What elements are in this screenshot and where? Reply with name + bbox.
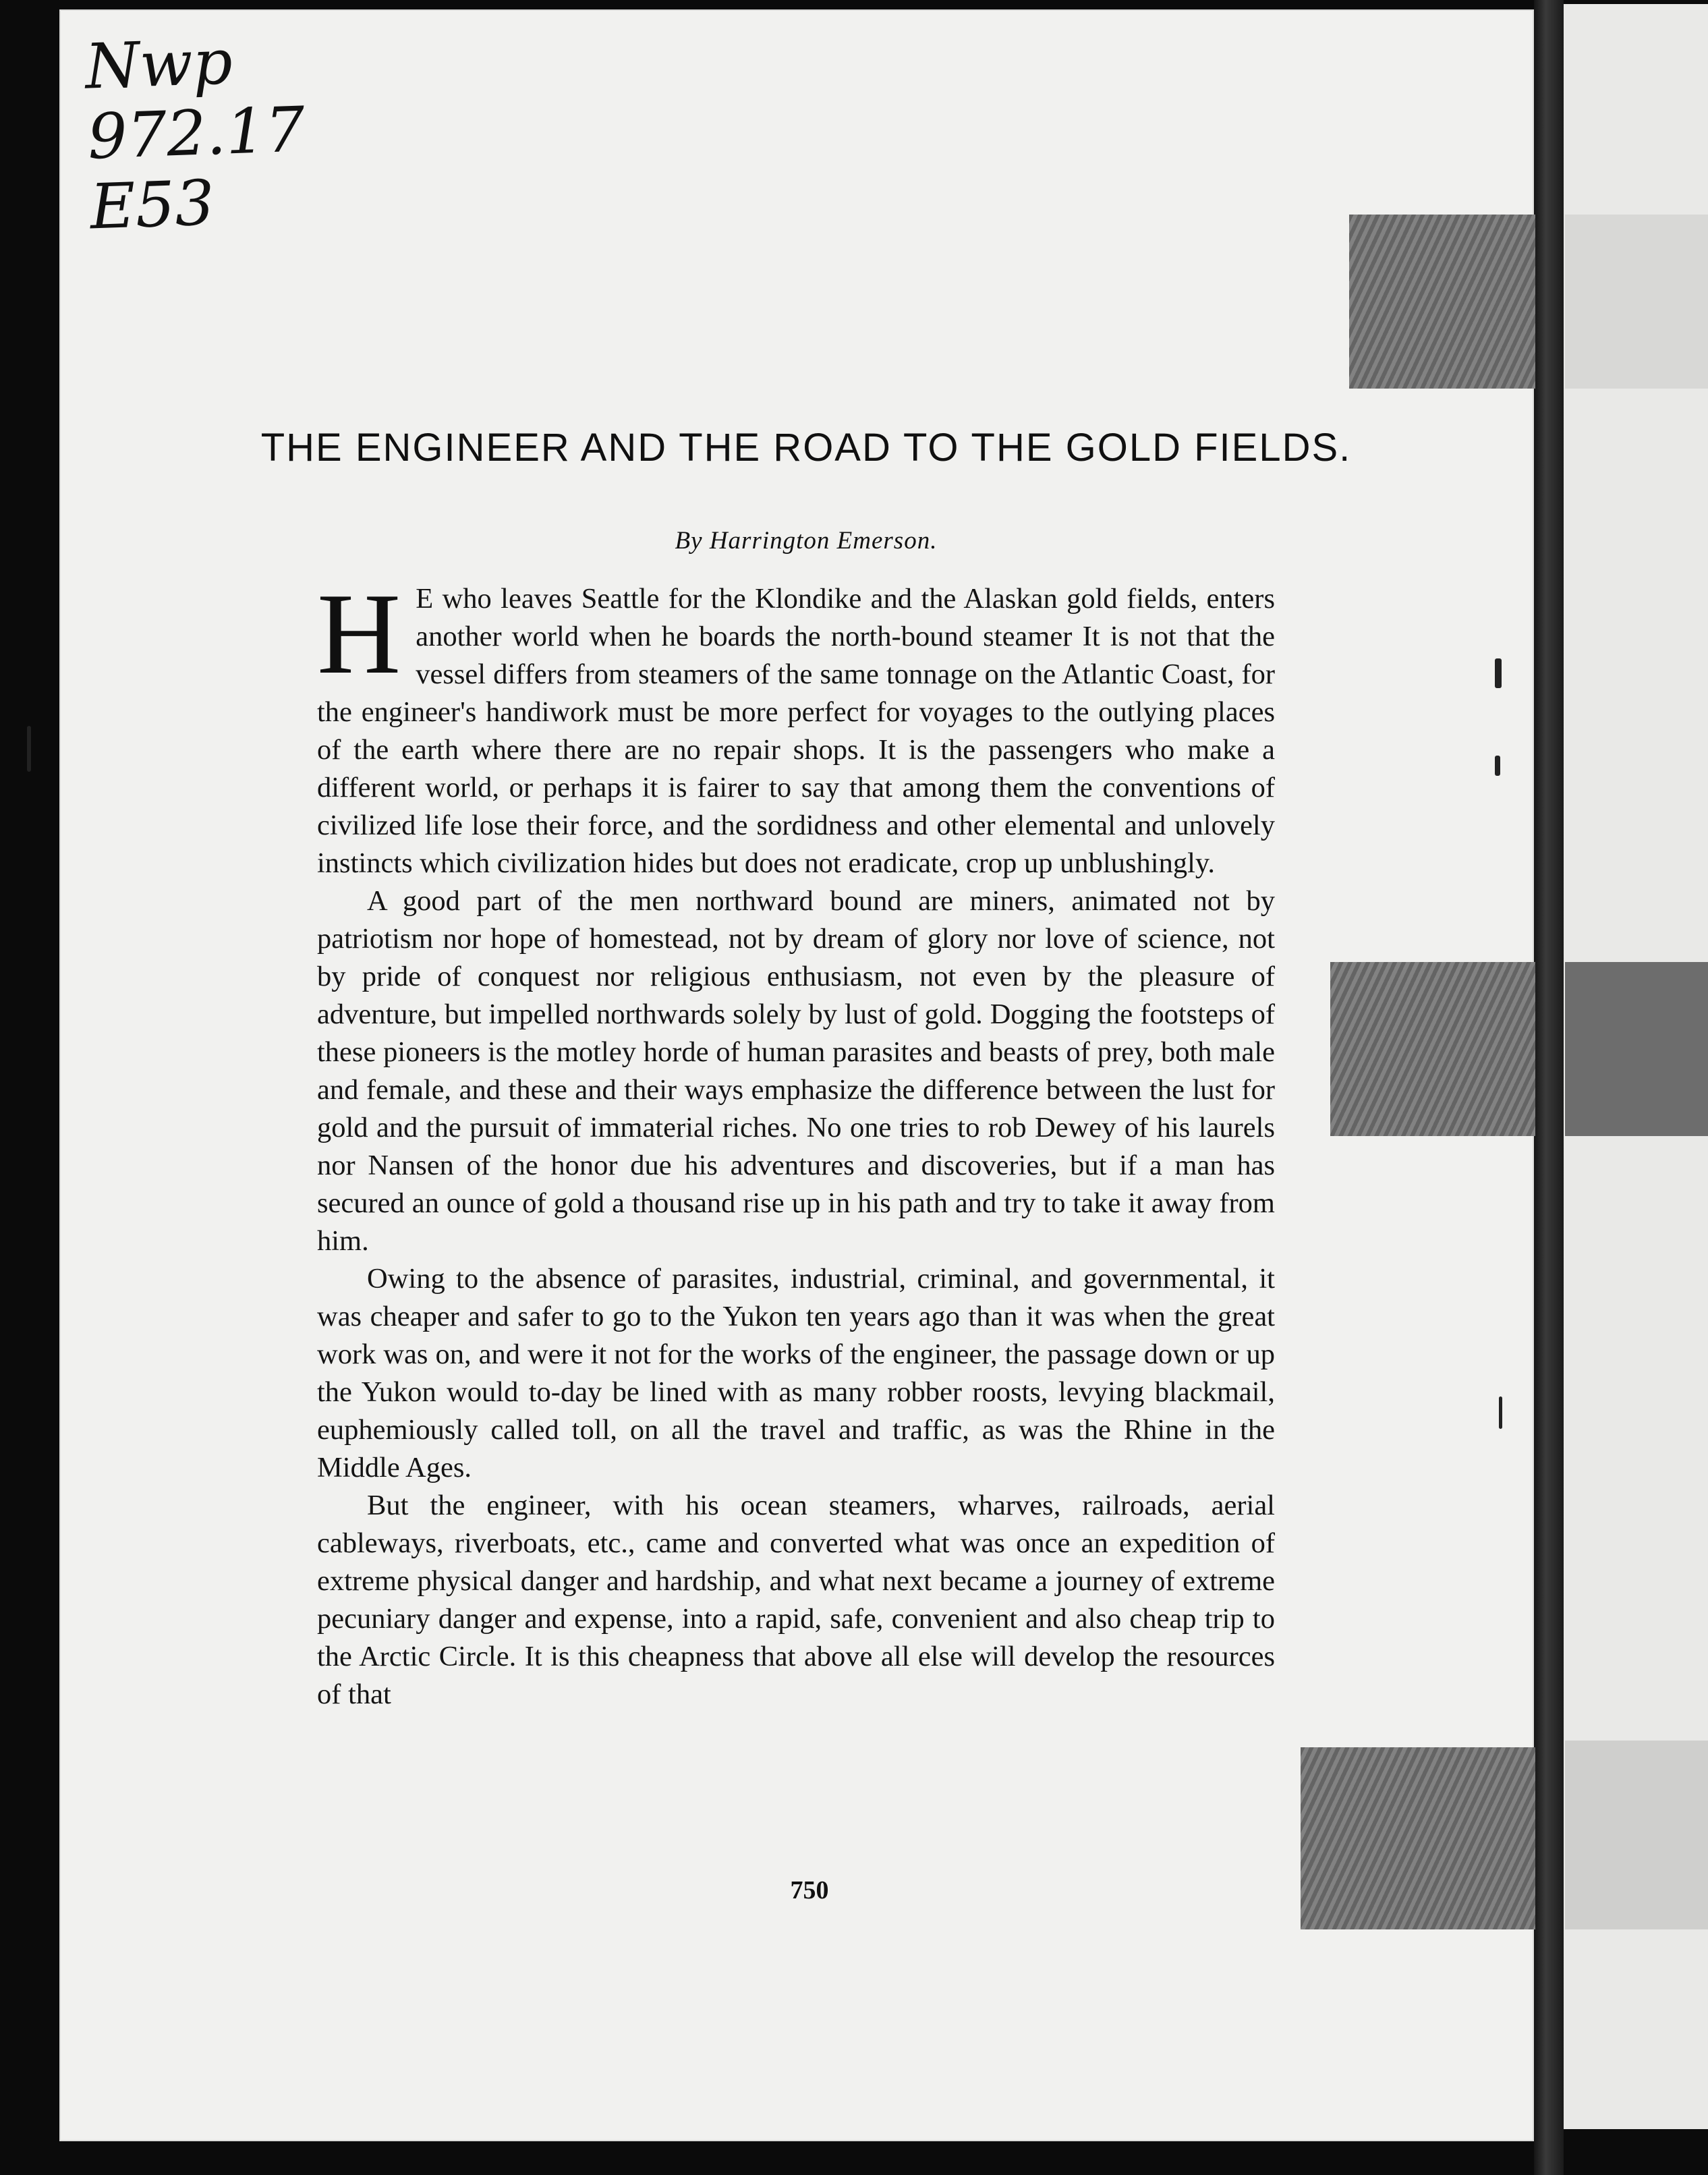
gray-tab-bottom-facing <box>1565 1741 1708 1929</box>
paragraph: But the engineer, with his ocean steamers, wharves, railroads, aerial cableways, riverboats, etc., came and converted what was once an expedition of extreme physical danger and hardship, and what next became a journey of extreme pecuniary danger and expense, into a rapid, safe, convenient and also cheap trip to the Arctic Circle. It is this cheapness that above all else will develop the resources of that <box>317 1490 1275 1710</box>
gray-tab-middle-facing <box>1565 962 1708 1136</box>
callnum-line: 972.17 <box>86 93 306 173</box>
article-byline: By Harrington Emerson. <box>675 527 938 555</box>
margin-mark <box>1499 1396 1502 1429</box>
gray-tab-top <box>1349 215 1535 389</box>
binding-edge <box>1534 0 1564 2175</box>
paragraph <box>317 570 1275 882</box>
gray-tab-top-facing <box>1565 215 1708 389</box>
paragraph: Owing to the absence of parasites, industrial, criminal, and governmental, it was cheaper and safer to go to the Yukon ten years ago than it was when the great work was on, and were it not for the works of the engineer, the passage down or up the Yukon would to-day be lined with as many robber roosts, levying blackmail, euphemiously called toll, on all the travel and traffic, as was the Rhine in the Middle Ages. <box>317 1263 1275 1484</box>
gray-tab-bottom <box>1301 1747 1535 1929</box>
margin-mark <box>1495 658 1502 688</box>
paragraph: A good part of the men northward bound are miners, animated not by patriotism nor hope of homestead, not by dream of glory nor love of science, not by pride of conquest nor religious enthusiasm, not even by the pleasure of adventure, but impelled northwards solely by lust of gold. Dogging the footsteps of these pioneers is the motley horde of human parasites and beasts of prey, both male and female, and these and their ways emphasize the difference between the lust for gold and the pursuit of immaterial riches. No one tries to rob Dewey of his laurels nor Nansen of the honor due his adventures and discoveries, but if a man has secured an ounce of gold a thousand rise up in his path and try to take it away from him. <box>317 885 1275 1257</box>
drop-cap: H <box>317 570 401 698</box>
handwritten-callnumber <box>84 24 309 242</box>
callnum-line: Nwp <box>84 26 234 103</box>
page-number: 750 <box>790 1876 829 1904</box>
callnum-line: E53 <box>88 167 216 244</box>
margin-mark <box>27 726 31 772</box>
article-title: THE ENGINEER AND THE ROAD TO THE GOLD FIELDS. <box>260 426 1352 470</box>
paragraph-text: E who leaves Seattle for the Klondike and the Alaskan gold fields, enters another world when he boards the north-bound steamer It is not that the vessel differs from steamers of the same tonnage on the Atlantic Coast, for the engineer's handiwork must be more perfect for voyages to the outlying places of the earth where there are no repair shops. It is the passengers who make a different world, or perhaps it is fairer to say that among them the conventions of civilized life lose their force, and the sordidness and other elemental and unlovely instincts which civilization hides but does not eradicate, crop up unblushingly. <box>317 583 1275 879</box>
margin-mark <box>1495 756 1500 776</box>
article-body <box>317 570 1275 1714</box>
gray-tab-middle <box>1330 962 1535 1136</box>
